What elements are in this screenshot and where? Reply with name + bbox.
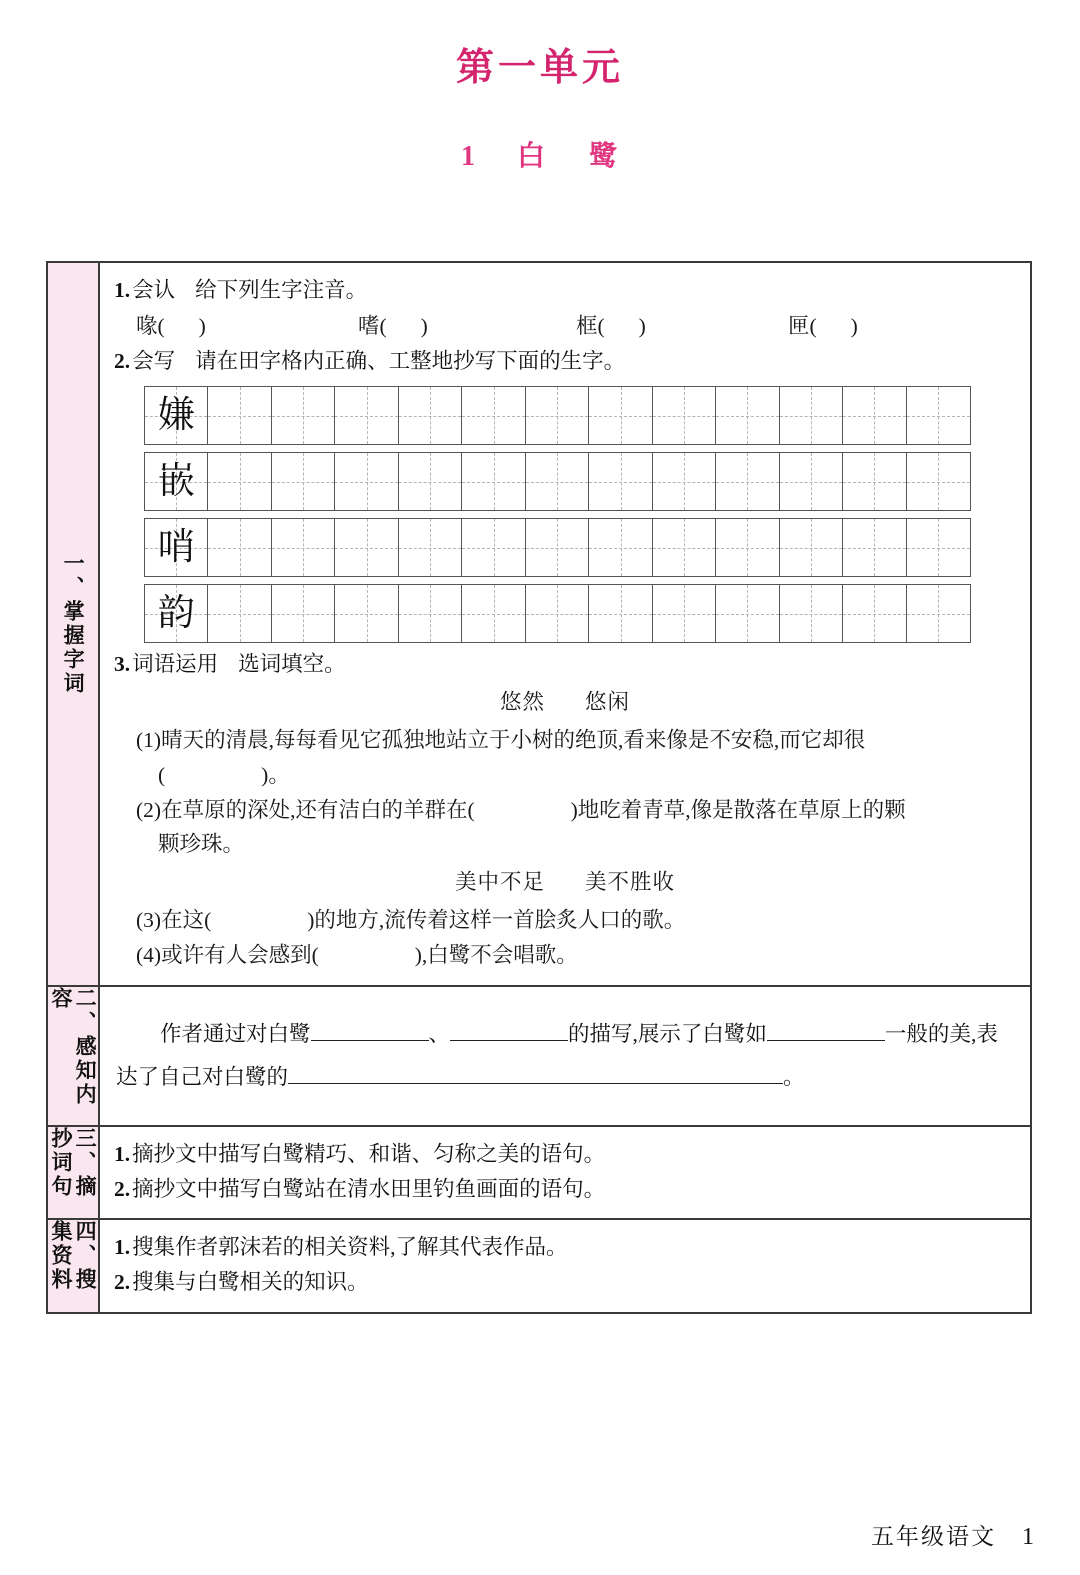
tianzige-model-character: 嵌 — [157, 461, 195, 503]
tianzige-model-cell[interactable] — [145, 453, 208, 510]
tianzige-row[interactable] — [144, 386, 971, 445]
excerpt-task-1-number: 1. — [114, 1141, 131, 1166]
section-row-3 — [48, 1127, 1030, 1221]
pinyin-char-2: 框( — [576, 313, 605, 338]
lesson-title-char-2: 鹭 — [589, 140, 620, 172]
fill-blank-2-text-c: 颗珍珠。 — [158, 832, 245, 857]
tianzige-cell[interactable] — [526, 387, 589, 444]
tianzige-cell[interactable] — [653, 453, 716, 510]
excerpt-task-1 — [114, 1137, 1016, 1172]
question-1-kind: 会认 — [132, 278, 176, 302]
unit-title: 第一单元 — [455, 47, 624, 89]
research-task-1-text: 搜集作者郭沫若的相关资料,了解其代表作品。 — [132, 1235, 568, 1260]
question-2-heading — [114, 344, 1016, 379]
comprehension-blank-1[interactable] — [311, 1015, 429, 1041]
tianzige-cell[interactable] — [272, 585, 335, 642]
tianzige-cell[interactable] — [907, 453, 970, 510]
section-label-1-text: 一、掌握字词 — [61, 551, 86, 696]
tianzige-cell[interactable] — [780, 519, 843, 576]
tianzige-row[interactable] — [144, 452, 971, 511]
section-label-1 — [48, 263, 100, 985]
tianzige-cell[interactable] — [399, 453, 462, 510]
tianzige-cell[interactable] — [526, 453, 589, 510]
comprehension-text-e: 美,表达了自己对白鹭的 — [116, 1021, 998, 1089]
section-body-4 — [100, 1220, 1030, 1312]
tianzige-cell[interactable] — [653, 519, 716, 576]
tianzige-cell[interactable] — [526, 585, 589, 642]
question-3-heading — [114, 647, 1016, 682]
pinyin-item-1[interactable] — [358, 308, 576, 345]
word-bank-2 — [114, 862, 1016, 903]
section-label-2 — [48, 987, 100, 1125]
tianzige-cell[interactable] — [843, 585, 906, 642]
research-task-2-text: 搜集与白鹭相关的知识。 — [132, 1270, 369, 1295]
footer-page-number: 1 — [1022, 1524, 1036, 1550]
word-bank-1 — [114, 682, 1016, 723]
tianzige-cell[interactable] — [399, 585, 462, 642]
footer-book-title: 五年级语文 — [871, 1524, 996, 1549]
fill-blank-2-text-a: (2)在草原的深处,还有洁白的羊群在( — [136, 797, 475, 822]
pinyin-char-1: 嗜( — [358, 313, 387, 338]
word-bank-2-option-1: 美不胜收 — [585, 870, 676, 895]
tianzige-cell[interactable] — [653, 585, 716, 642]
fill-blank-4[interactable] — [136, 938, 1016, 973]
comprehension-text-f: 。 — [783, 1064, 805, 1089]
pinyin-char-0: 喙( — [136, 313, 165, 338]
section-label-4-text: 四、搜集资料 — [49, 1220, 98, 1293]
fill-blank-4-text-a: (4)或许有人会感到( — [136, 942, 319, 967]
question-1-text: 给下列生字注音。 — [195, 278, 368, 302]
comprehension-blank-2[interactable] — [450, 1015, 568, 1041]
comprehension-blank-3[interactable] — [767, 1015, 885, 1041]
tianzige-row[interactable] — [144, 584, 971, 643]
tianzige-cell[interactable] — [335, 585, 398, 642]
research-task-2 — [114, 1265, 1016, 1300]
comprehension-text-b: 、 — [428, 1021, 451, 1046]
tianzige-model-character: 嫌 — [157, 395, 195, 437]
tianzige-cell[interactable] — [716, 585, 779, 642]
question-2-kind: 会写 — [132, 349, 176, 374]
fill-blank-3[interactable] — [136, 903, 1016, 938]
tianzige-cell[interactable] — [335, 387, 398, 444]
pinyin-close-3: ) — [850, 313, 858, 338]
lesson-title-char-1: 白 — [516, 140, 547, 172]
pinyin-close-2: ) — [638, 313, 646, 338]
tianzige-row[interactable] — [144, 518, 971, 577]
tianzige-cell[interactable] — [907, 387, 970, 444]
tianzige-cell[interactable] — [272, 453, 335, 510]
tianzige-cell[interactable] — [462, 585, 525, 642]
fill-blank-3-text-a: (3)在这( — [136, 908, 212, 933]
word-bank-1-option-0: 悠然 — [499, 690, 545, 715]
tianzige-cell[interactable] — [780, 585, 843, 642]
section-body-2 — [100, 987, 1030, 1125]
tianzige-grid-group[interactable] — [144, 386, 1016, 643]
tianzige-model-cell[interactable] — [145, 585, 208, 642]
research-task-1-number: 1. — [114, 1235, 131, 1260]
question-3-number: 3. — [114, 652, 131, 677]
question-3-text: 选词填空。 — [238, 652, 346, 677]
tianzige-model-cell[interactable] — [145, 387, 208, 444]
pinyin-item-3[interactable] — [788, 308, 858, 345]
pinyin-close-0: ) — [198, 313, 206, 338]
tianzige-cell[interactable] — [589, 519, 652, 576]
question-3-kind: 词语运用 — [132, 652, 219, 677]
tianzige-cell[interactable] — [335, 519, 398, 576]
section-body-1 — [100, 263, 1030, 985]
question-1-number: 1. — [114, 278, 131, 302]
tianzige-cell[interactable] — [462, 453, 525, 510]
tianzige-cell[interactable] — [716, 453, 779, 510]
pinyin-char-3: 匣( — [788, 313, 817, 338]
tianzige-cell[interactable] — [716, 519, 779, 576]
tianzige-cell[interactable] — [462, 387, 525, 444]
section-row-2 — [48, 987, 1030, 1127]
tianzige-cell[interactable] — [208, 453, 271, 510]
pinyin-answer-row — [114, 308, 1016, 345]
lesson-title — [0, 142, 1080, 173]
tianzige-cell[interactable] — [653, 387, 716, 444]
question-2-text: 请在田字格内正确、工整地抄写下面的生字。 — [195, 349, 626, 374]
tianzige-model-character: 哨 — [157, 527, 195, 569]
fill-blank-1-paren-close: )。 — [261, 762, 290, 787]
tianzige-cell[interactable] — [208, 387, 271, 444]
tianzige-cell[interactable] — [843, 453, 906, 510]
fill-blank-1-line-2[interactable] — [114, 758, 1016, 793]
tianzige-cell[interactable] — [399, 387, 462, 444]
fill-blank-2-line-1[interactable] — [136, 793, 1016, 828]
comprehension-text-a: 作者通过对白鹭 — [160, 1021, 311, 1046]
fill-blank-1-text: (1)晴天的清晨,每每看见它孤独地站立于小树的绝顶,看来像是不安稳,而它却很 — [136, 727, 866, 752]
section-label-4 — [48, 1220, 100, 1312]
tianzige-cell[interactable] — [907, 519, 970, 576]
tianzige-cell[interactable] — [907, 585, 970, 642]
tianzige-cell[interactable] — [780, 453, 843, 510]
section-row-4 — [48, 1220, 1030, 1312]
research-task-2-number: 2. — [114, 1270, 131, 1295]
tianzige-cell[interactable] — [716, 387, 779, 444]
pinyin-item-0[interactable] — [136, 308, 358, 345]
question-1-heading — [114, 273, 1016, 308]
excerpt-task-2-text: 摘抄文中描写白鹭站在清水田里钓鱼画面的语句。 — [132, 1176, 606, 1201]
tianzige-cell[interactable] — [208, 585, 271, 642]
lesson-number: 1 — [460, 140, 477, 172]
tianzige-model-character: 韵 — [157, 593, 195, 635]
worksheet-table — [46, 261, 1032, 1314]
tianzige-cell[interactable] — [589, 387, 652, 444]
word-bank-1-option-1: 悠闲 — [585, 690, 631, 715]
section-label-2-text: 二、感知内容 — [49, 986, 98, 1107]
tianzige-cell[interactable] — [589, 453, 652, 510]
fill-blank-1-paren-open: ( — [158, 762, 166, 787]
tianzige-cell[interactable] — [526, 519, 589, 576]
question-2-number: 2. — [114, 349, 131, 374]
comprehension-text-c: 的描写,展示了白鹭如 — [568, 1021, 767, 1046]
section-row-1 — [48, 263, 1030, 987]
excerpt-task-2-number: 2. — [114, 1176, 131, 1201]
fill-blank-2-line-2 — [114, 827, 1016, 862]
pinyin-close-1: ) — [420, 313, 428, 338]
comprehension-text-d: 一般的 — [884, 1021, 950, 1046]
tianzige-cell[interactable] — [589, 585, 652, 642]
tianzige-cell[interactable] — [208, 519, 271, 576]
fill-blank-2-text-b: )地吃着青草,像是散落在草原上的颗 — [570, 797, 906, 822]
fill-blank-4-text-b: ),白鹭不会唱歌。 — [414, 942, 578, 967]
pinyin-item-2[interactable] — [576, 308, 788, 345]
comprehension-paragraph[interactable] — [116, 1013, 1014, 1099]
tianzige-model-cell[interactable] — [145, 519, 208, 576]
word-bank-2-option-0: 美中不足 — [454, 870, 545, 895]
tianzige-cell[interactable] — [843, 519, 906, 576]
page-footer — [871, 1518, 1036, 1551]
tianzige-cell[interactable] — [335, 453, 398, 510]
excerpt-task-1-text: 摘抄文中描写白鹭精巧、和谐、匀称之美的语句。 — [132, 1141, 606, 1166]
section-body-3 — [100, 1127, 1030, 1219]
excerpt-task-2 — [114, 1172, 1016, 1207]
tianzige-cell[interactable] — [780, 387, 843, 444]
tianzige-cell[interactable] — [843, 387, 906, 444]
tianzige-cell[interactable] — [272, 387, 335, 444]
tianzige-cell[interactable] — [272, 519, 335, 576]
fill-blank-3-text-b: )的地方,流传着这样一首脍炙人口的歌。 — [307, 908, 686, 933]
research-task-1 — [114, 1230, 1016, 1265]
fill-blank-1-line-1 — [136, 723, 1016, 758]
section-label-3-text: 三、摘抄词句 — [49, 1126, 98, 1199]
tianzige-cell[interactable] — [462, 519, 525, 576]
section-label-3 — [48, 1127, 100, 1219]
comprehension-blank-4[interactable] — [288, 1058, 783, 1084]
tianzige-cell[interactable] — [399, 519, 462, 576]
